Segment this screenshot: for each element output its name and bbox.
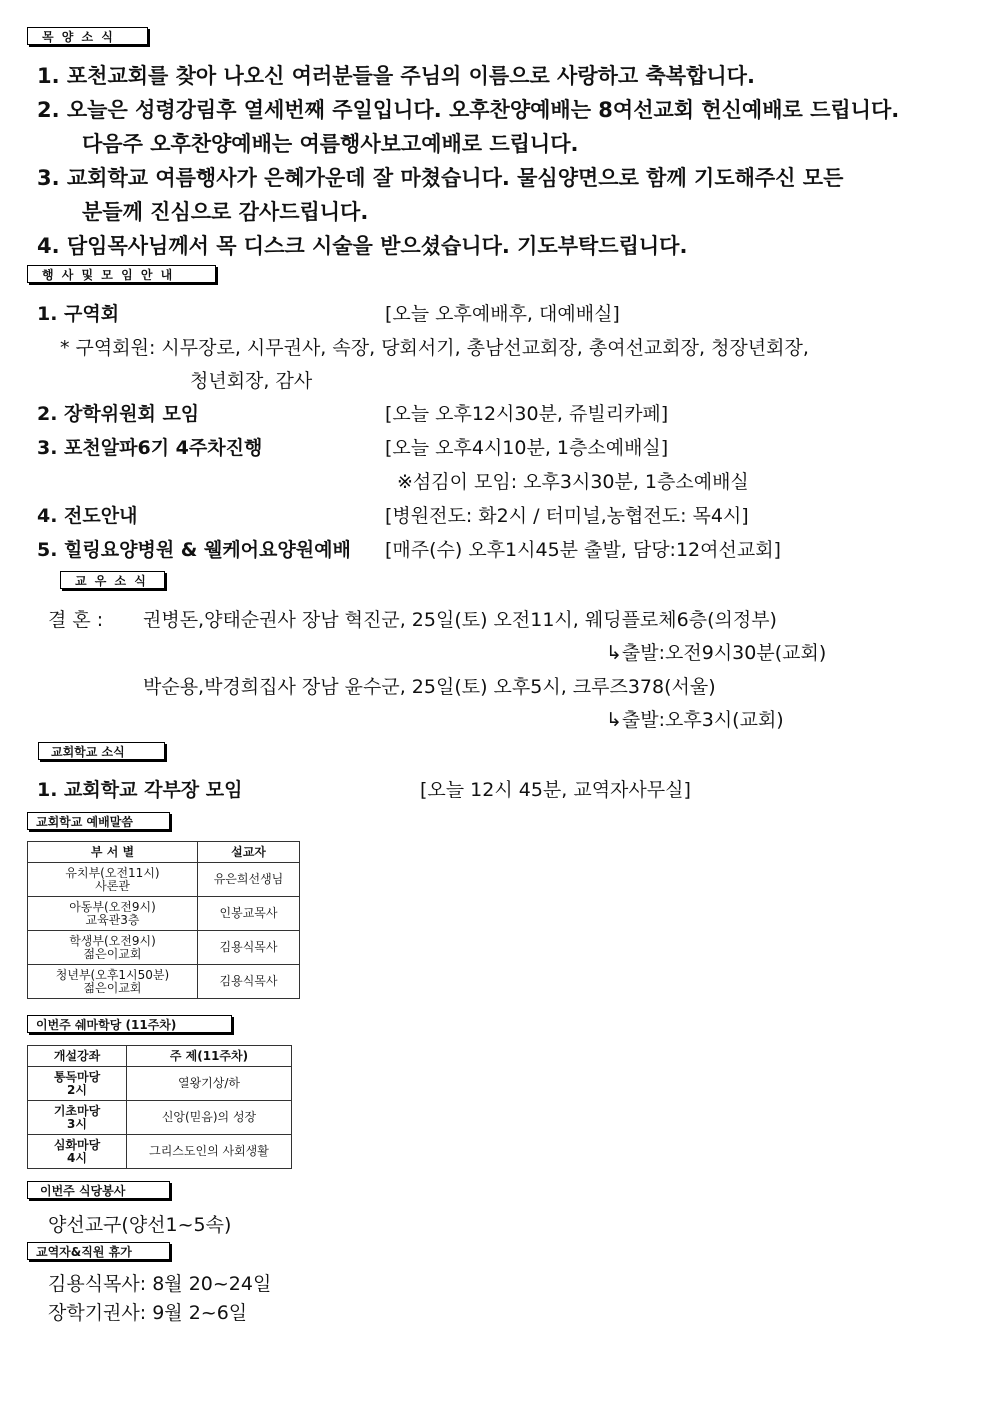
- sermon-preacher: 김용식목사: [198, 965, 300, 999]
- event-1-title: 1. 구역회: [37, 303, 120, 325]
- kitchen-service: 양선교구(양선1~5속): [48, 1214, 232, 1236]
- vacation-item-2: 장학기권사: 9월 2~6일: [48, 1302, 248, 1324]
- pastoral-item-2-cont: 다음주 오후찬양예배는 여름행사보고예배로 드립니다.: [82, 132, 579, 156]
- section-header-school: 교회학교 소식: [38, 742, 165, 760]
- event-5-title: 5. 힐링요양병원 & 웰케어요양원예배: [37, 539, 351, 561]
- shema-course-time: 2시: [67, 1082, 87, 1097]
- shema-course-name: 기초마당: [53, 1103, 101, 1118]
- shema-course: [28, 1135, 127, 1169]
- sermon-dept: [28, 897, 198, 931]
- event-5-info: [매주(수) 오후1시45분 출발, 담당:12여선교회]: [385, 539, 781, 561]
- shema-header-topic: 주 제(11주차): [127, 1046, 292, 1067]
- table-row: [28, 931, 300, 965]
- pastoral-item-1: 1. 포천교회를 찾아 나오신 여러분들을 주님의 이름으로 사랑하고 축복합니다.: [37, 64, 755, 88]
- sermon-header-preacher: 설교자: [198, 842, 300, 863]
- sermon-dept-place: 젊은이교회: [83, 946, 142, 961]
- shema-course-time: 4시: [67, 1150, 87, 1165]
- table-row: [28, 1135, 292, 1169]
- sermon-header-dept: 부 서 별: [28, 842, 198, 863]
- sermon-dept-place: 교육관3층: [85, 912, 140, 927]
- shema-table: [27, 1045, 292, 1169]
- sermon-dept-time: 유치부(오전11시): [65, 865, 160, 880]
- section-header-vacation: 교역자&직원 휴가: [27, 1242, 170, 1260]
- school-item-1-info: [오늘 12시 45분, 교역자사무실]: [420, 779, 691, 801]
- sermon-dept-place: 사론관: [95, 878, 130, 893]
- wedding-1-departure: ↳출발:오전9시30분(교회): [606, 642, 827, 664]
- sermon-dept: [28, 863, 198, 897]
- wedding-2: 박순용,박경희집사 장남 윤수군, 25일(토) 오후5시, 크루즈378(서울): [143, 676, 716, 698]
- sermon-preacher: 유은희선생님: [198, 863, 300, 897]
- sermon-dept-time: 학생부(오전9시): [69, 933, 156, 948]
- section-header-pastoral: 목 양 소 식: [27, 27, 148, 45]
- event-2-title: 2. 장학위원회 모임: [37, 403, 200, 425]
- sermon-dept-time: 청년부(오후1시50분): [55, 967, 170, 982]
- wedding-1: 권병돈,양태순권사 장남 혁진군, 25일(토) 오전11시, 웨딩플로체6층(의정부): [143, 609, 777, 631]
- table-row: [28, 863, 300, 897]
- shema-course-time: 3시: [67, 1116, 87, 1131]
- sermon-dept: [28, 931, 198, 965]
- table-row: [28, 1101, 292, 1135]
- event-4-title: 4. 전도안내: [37, 505, 138, 527]
- event-4-info: [병원전도: 화2시 / 터미널,농협전도: 목4시]: [385, 505, 749, 527]
- school-item-1-title: 1. 교회학교 각부장 모임: [37, 779, 243, 801]
- sermon-dept-time: 아동부(오전9시): [69, 899, 156, 914]
- section-header-school-sermons: 교회학교 예배말씀: [27, 812, 170, 830]
- shema-course-name: 통독마당: [53, 1069, 101, 1084]
- pastoral-item-3: 3. 교회학교 여름행사가 은혜가운데 잘 마쳤습니다. 물심양면으로 함께 기도해주신 모든: [37, 166, 844, 190]
- table-row: [28, 1067, 292, 1101]
- pastoral-item-2: 2. 오늘은 성령강림후 열세번째 주일입니다. 오후찬양예배는 8여선교회 헌신예배로 드립니다.: [37, 98, 900, 122]
- sermon-preacher: 김용식목사: [198, 931, 300, 965]
- sermon-dept-place: 젊은이교회: [83, 980, 142, 995]
- event-1-info: [오늘 오후예배후, 대예배실]: [385, 303, 620, 325]
- pastoral-item-3-cont: 분들께 진심으로 감사드립니다.: [82, 200, 369, 224]
- wedding-label: 결 혼 :: [48, 609, 104, 631]
- section-header-kitchen: 이번주 식당봉사: [27, 1181, 170, 1199]
- shema-topic: 그리스도인의 사회생활: [127, 1135, 292, 1169]
- event-3-info: [오늘 오후4시10분, 1층소예배실]: [385, 437, 669, 459]
- event-2-info: [오늘 오후12시30분, 쥬빌리카페]: [385, 403, 669, 425]
- sermon-table: [27, 841, 300, 999]
- event-1-note: * 구역회원: 시무장로, 시무권사, 속장, 당회서기, 총남선교회장, 총여선교회장, 청장년회장,: [60, 337, 809, 359]
- shema-topic: 신앙(믿음)의 성장: [127, 1101, 292, 1135]
- sermon-dept: [28, 965, 198, 999]
- event-3-title: 3. 포천알파6기 4주차진행: [37, 437, 263, 459]
- section-header-members: 교 우 소 식: [60, 571, 165, 589]
- shema-course: [28, 1067, 127, 1101]
- wedding-2-departure: ↳출발:오후3시(교회): [606, 709, 784, 731]
- sermon-preacher: 인봉교목사: [198, 897, 300, 931]
- vacation-item-1: 김용식목사: 8월 20~24일: [48, 1273, 272, 1295]
- event-1-note-cont: 청년회장, 감사: [190, 370, 313, 392]
- pastoral-item-4: 4. 담임목사님께서 목 디스크 시술을 받으셨습니다. 기도부탁드립니다.: [37, 234, 688, 258]
- table-row: [28, 965, 300, 999]
- shema-course-name: 심화마당: [53, 1137, 101, 1152]
- table-row: [28, 897, 300, 931]
- shema-course: [28, 1101, 127, 1135]
- section-header-shema: 이번주 쉐마학당 (11주차): [27, 1015, 232, 1033]
- shema-topic: 열왕기상/하: [127, 1067, 292, 1101]
- event-3-note: ※섬김이 모임: 오후3시30분, 1층소예배실: [397, 471, 749, 493]
- section-header-events: 행 사 및 모 임 안 내: [27, 265, 216, 283]
- shema-header-course: 개설강좌: [28, 1046, 127, 1067]
